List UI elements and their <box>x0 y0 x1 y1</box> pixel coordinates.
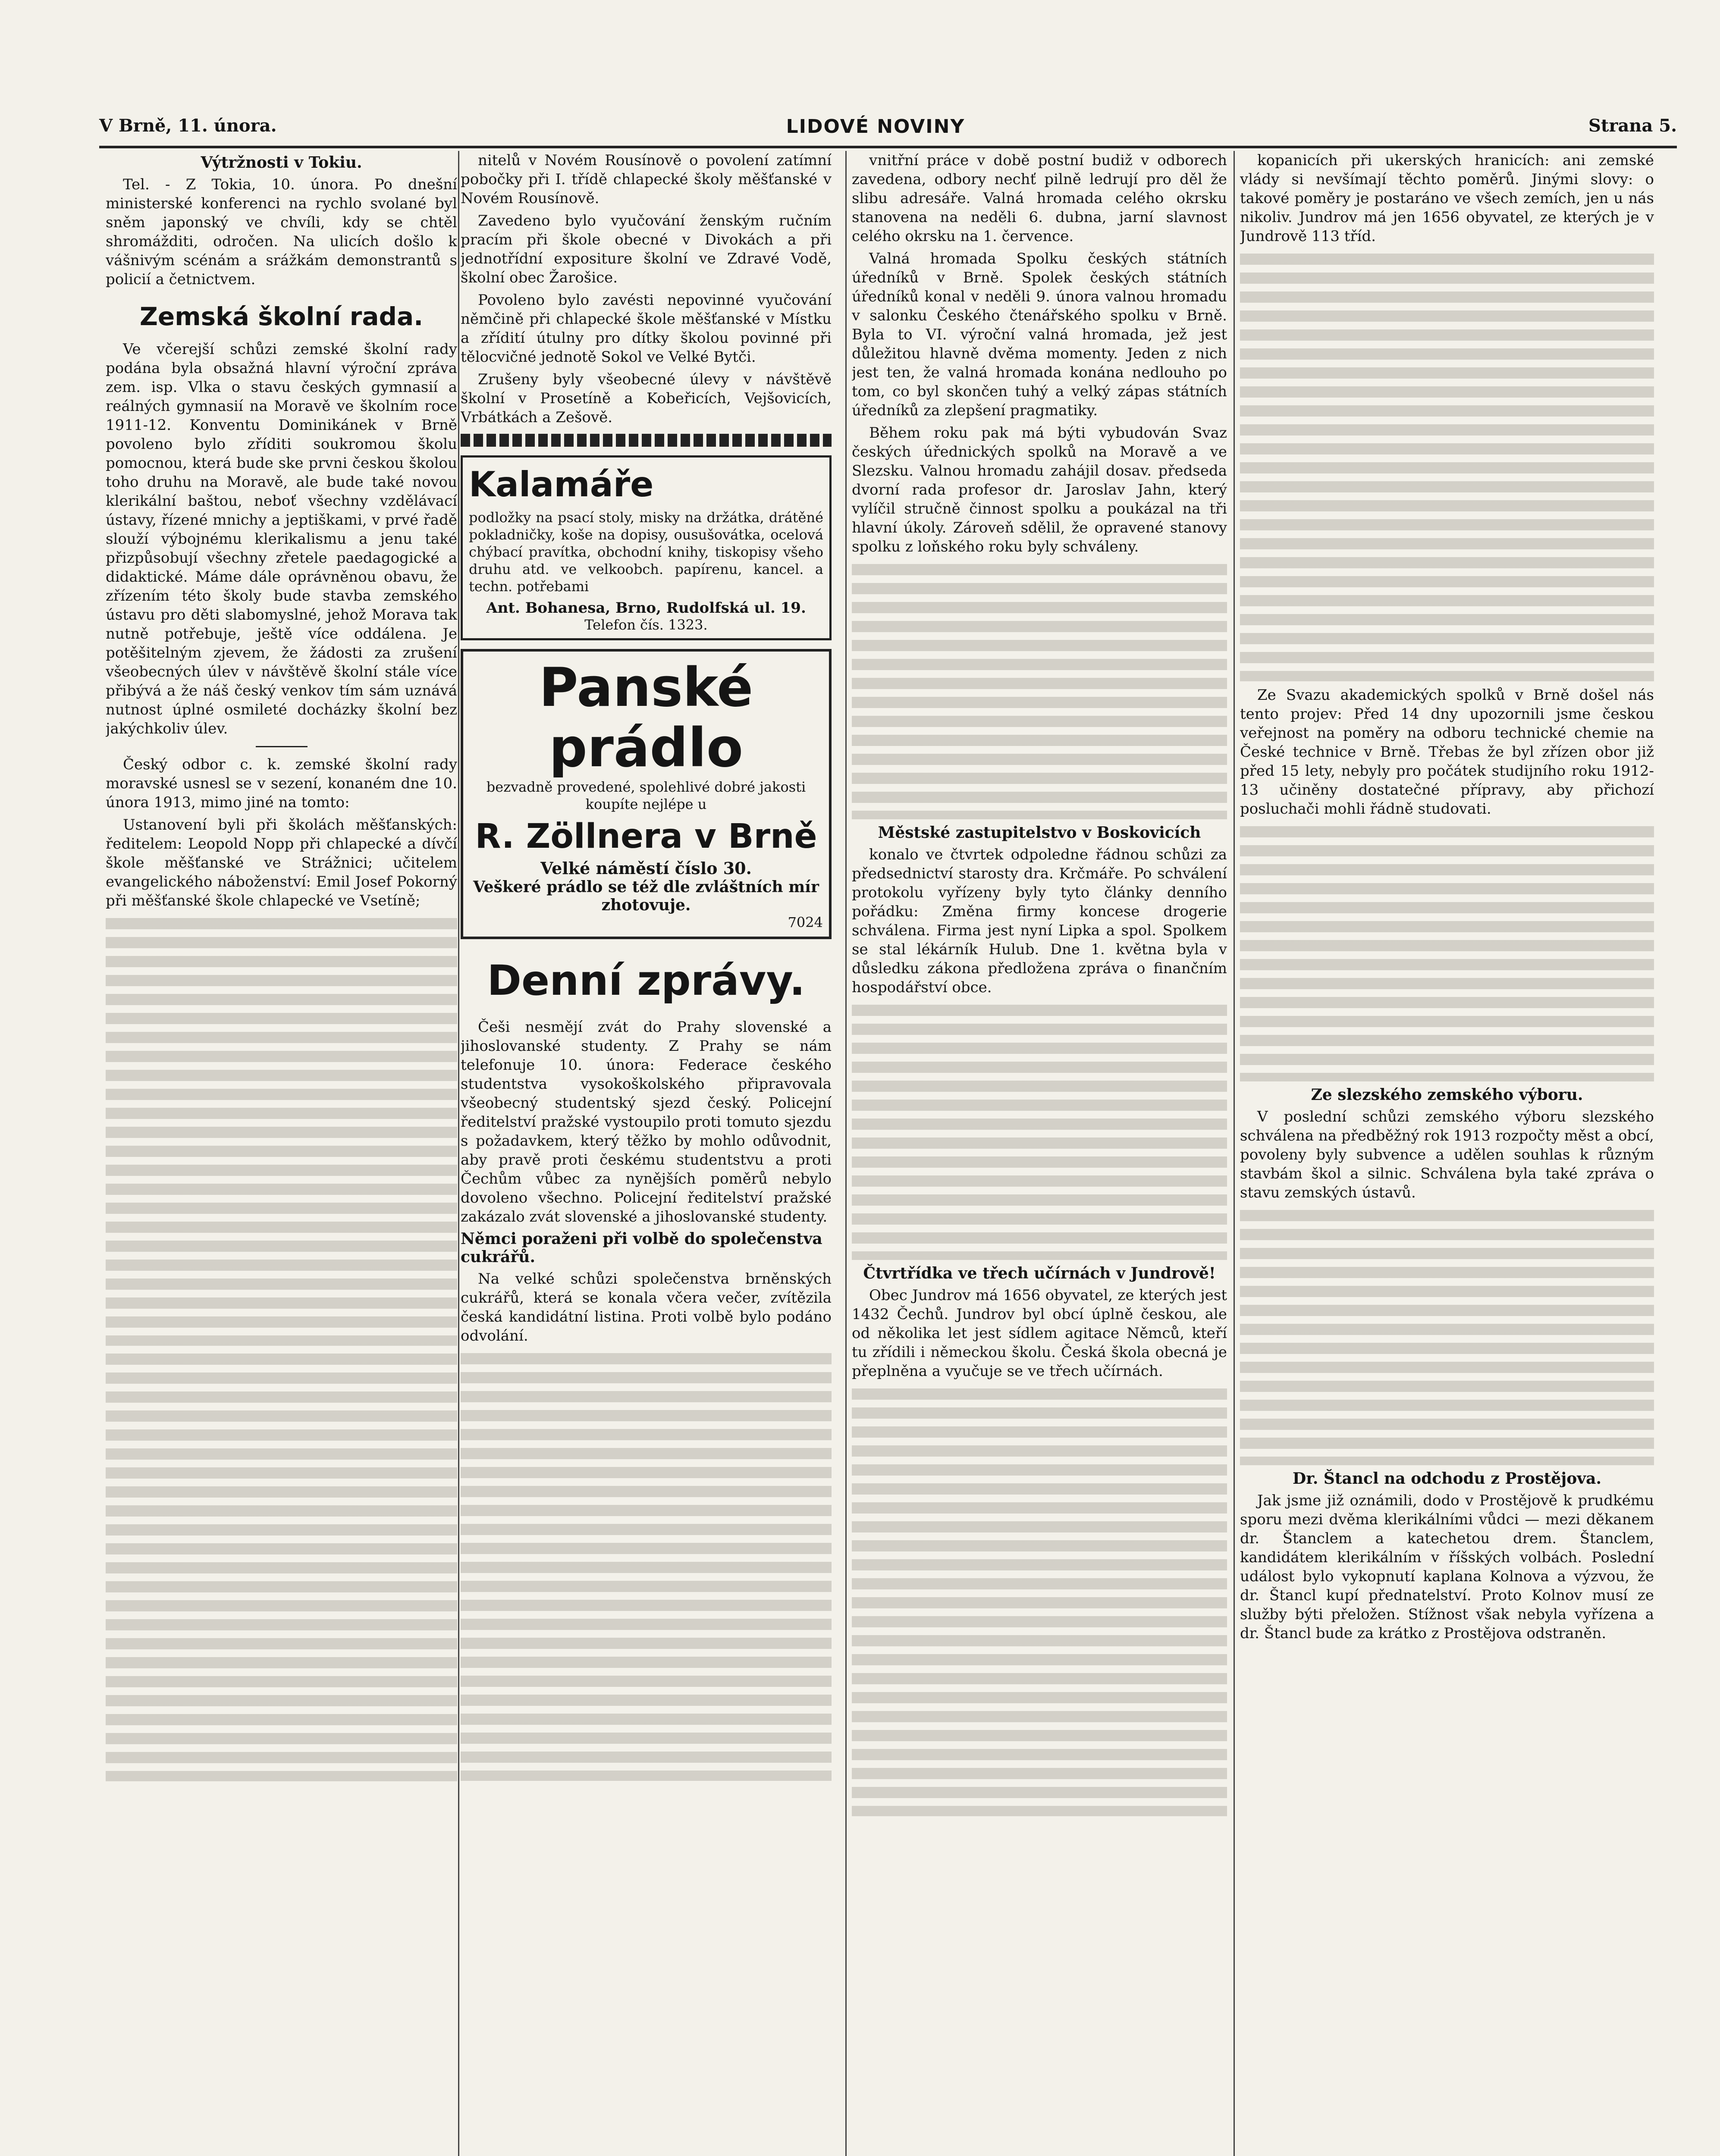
headline-tokio: Výtržnosti v Tokiu. <box>201 154 362 172</box>
ad-pradlo-number: 7024 <box>788 914 823 931</box>
ad-panske-pradlo <box>461 649 832 939</box>
headline-nemci-porazeni: Němci poraženi při volbě do společenstva cukrářů. <box>461 1230 822 1266</box>
article-slezsky-vybor: V poslední schůzi zemského výboru slezského schválena na předběžný rok 1913 rozpočty měst a obcí, povoleny byly subvence a udělen souhlas k různým stavbám škol a silnic. Schválena byla také zpráva o stavu zemských ústavů. <box>1240 1108 1654 1201</box>
article-jundrov: Obec Jundrov má 1656 obyvatel, ze kterých jest 1432 Čechů. Jundrov byl obcí úplně českou, ale od několika let jest sídlem agitace Němců, kteří tu zřídili i německou školu. Česká škola obecná je přeplněna a vyučuje se ve třech učírnách. <box>852 1287 1227 1380</box>
article-zavedeno: Zavedeno bylo vyučování ženským ručním pracím při škole obecné v Divokách a při jednotřídní expositure školní ve Zdravé Vodě, školní obec Žarošice. <box>461 212 832 286</box>
page-number: Strana 5. <box>1588 116 1677 136</box>
column-1 <box>106 151 457 2156</box>
text-block <box>1240 250 1654 681</box>
ad-pradlo-note: Veškeré prádlo se též dle zvláštních mír zhotovuje. <box>473 878 819 914</box>
article-ustanoveni: Ustanovení byli při školách měšťanských: ředitelem: Leopold Nopp při chlapecké a dívčí škole měšťanské ve Strážnici; učitelem evangelického náboženství: Emil Josef Pokorný při měšťanské škole chlapecké ve Vsetíně; <box>106 816 457 909</box>
ad-stripe <box>461 434 832 447</box>
article-kopanice: kopanicích při ukerských hranicích: ani zemské vlády si nevšímají těchto poměrů. Jinými slovy: o takové poměry je postaráno ve všech zemích, jen u nás nikoliv. Jundrov má jen 1656 obyvatel, ze kterých je v Jundrově 113 tříd. <box>1240 152 1654 245</box>
text-block <box>106 1350 457 1781</box>
text-block <box>852 561 1227 819</box>
column-3 <box>852 151 1227 2156</box>
article-stancl: Jak jsme již oznámili, dodo v Prostějově k prudkému sporu mezi dvěma klerikálními vůdci — mezi děkanem dr. Štanclem a katechetou drem. Štanclem, kandidátem klerikálním v říšských volbách. Poslední událost bylo vykopnutí kaplana Kolnova a výzvou, že dr. Štancl kupí přednatelství. Proto Kolnov musí ze služby býti přeložen. Stížnost však nebyla vyřízena a dr. Štancl bude za krátko z Prostějova odstraněn. <box>1240 1492 1654 1642</box>
column-rule <box>845 151 847 2156</box>
text-block <box>1240 823 1654 1081</box>
text-block <box>1240 1206 1654 1465</box>
headline-zemska-skolni-rada: Zemská školní rada. <box>139 302 424 331</box>
headline-slezsky-vybor: Ze slezského zemského výboru. <box>1311 1086 1583 1104</box>
section-denni-zpravy: Denní zprávy. <box>487 956 805 1005</box>
ad-kalamare <box>461 455 832 640</box>
article-svaz-akademickych: Ze Svazu akademických spolků v Brně došel nás tento projev: Před 14 dny upozornili jsme českou veřejnost na poměry na odboru technické chemie na České technice v Brně. Třebas že byl zřízen obor již před 15 lety, nebyly pro počátek studijního roku 1912-13 učiněny dostatečné přípravy, aby přichozí posluchači mohli řádně studovati. <box>1240 686 1654 818</box>
ad-pradlo-body: bezvadně provedené, spolehlivé dobré jakosti koupíte nejlépe u <box>486 779 806 812</box>
text-block <box>106 915 457 1346</box>
article-povoleno: Povoleno bylo zavésti nepovinné vyučování němčině při chlapecké škole měšťanské v Místku a zřídití útulny pro dítky školou povinné při tělocvičné jednotě Sokol ve Velké Bytči. <box>461 291 832 366</box>
separator <box>256 746 308 747</box>
ad-pradlo-title: Panské prádlo <box>539 657 753 779</box>
ad-kalamare-phone: Telefon čís. 1323. <box>584 617 708 633</box>
article-skolni-rada: Ve včerejší schůzi zemské školní rady podána byla obsažná hlavní výroční zpráva zem. isp. Vlka o stavu českých gymnasií a reálných gymnasií na Moravě ve školním roce 1911-12. Konventu Dominikánek v Brně povoleno bylo zříditi soukromou školu pomocnou, která bude ske prvni českou školou toho druhu na Moravě, ale bude také novou klerikální baštou, neboť všechny vzdělávací ústavy, řízené mnichy a jeptiškami, v prvé řadě slouží výbojnému klerikalismu a jenu také přizpůsobují všechny zřetele paedagogické a didaktické. Máme dále oprávněnou obavu, že zřízením této školy bude stavba zemského ústavu pro děti slabomyslné, jehož Morava tak nutně potřebuje, ještě více oddálena. Je potěšitelným zjevem, že žádosti za zrušení všeobecných úlev v návštěvě školní stále více přibývá a že náš český venkov tím sám uznává nutnost úplné osmileté docházky školní bez jakýchkoliv úlev. <box>106 341 457 737</box>
article-cesi-nesmeji: Češi nesmějí zvát do Prahy slovenské a jihoslovanské studenty. Z Prahy se nám telefonuje 10. února: Federace českého studentstva vysokoškolského připravovala všeobecný studentský sjezd český. Policejní ředitelství pražské vystoupilo proti tomuto sjezdu s požadavkem, který těžko by mohlo odůvodnit, aby pravě proti českému studentstvu a proti Čechům vůbec za nynějších poměrů nebylo dovoleno všechno. Policejní ředitelství pražské zakázalo zvát slovenské a jihoslovanské studenty. <box>461 1018 832 1225</box>
article-boskovice: konalo ve čtvrtek odpoledne řádnou schůzi za předsednictví starosty dra. Krčmáře. Po schválení protokolu vyřízeny byly tyto články denního pořádku: Změna firmy koncese drogerie schválena. Firma jest nyní Lipka a spol. Spolkem se stal lékárník Hulub. Dne 1. května byla v důsledku zákona předložena zpráva o finančním hospodářství obce. <box>852 846 1227 996</box>
column-rule <box>1234 151 1235 2156</box>
article-vnitrni-prace: vnitřní práce v době postní budiž v odborech zavedena, odbory nechť pilně ledrují pro děl že slibu adresáře. Valná hromada celého okrsku stanovena na neděli 6. dubna, jarní slavnost celého okrsku na 1. července. <box>852 152 1227 245</box>
header-date: V Brně, 11. února. <box>99 116 277 136</box>
article-cukrari: Na velké schůzi společenstva brněnských cukrářů, která se konala včera večer, zvítězila česká kandidátní listina. Proti volbě bylo podáno odvolání. <box>461 1270 832 1344</box>
headline-jundrov: Čtvrtřídka ve třech učírnách v Jundrově! <box>863 1264 1216 1282</box>
article-zruseny: Zrušeny byly všeobecné úlevy v návštěvě školní v Prosetíně a Kobeřicích, Vejšovicích, Vrbátkách a Zešově. <box>461 371 832 426</box>
article-svaz-uredniku: Během roku pak má býti vybudován Svaz českých úřednických spolků na Moravě a ve Slezsku. Valnou hromadu zahájil dosav. předseda dvorní rada profesor dr. Jaroslav Jahn, který vylíčil stručně činnost spolku a poukázal na tři hlavní úkoly. Zároveň sdělil, že opravené stanovy spolku z loňského roku byly schváleny. <box>852 424 1227 555</box>
ad-kalamare-address: Ant. Bohanesa, Brno, Rudolfská ul. 19. <box>486 599 806 617</box>
headline-stancl: Dr. Štancl na odchodu z Prostějova. <box>1292 1470 1602 1488</box>
column-4 <box>1240 151 1654 2156</box>
masthead-title: LIDOVÉ NOVINY <box>786 116 965 138</box>
ad-kalamare-body: podložky na psací stoly, misky na držátka, drátěné pokladničky, koše na dopisy, ousušovátka, ocelová chýbací pravítka, obchodní knihy, tiskopisy všeho druhu atd. ve velkoobch. papírenu, kancel. a techn. potřebami <box>469 509 823 595</box>
text-block <box>852 1001 1227 1260</box>
article-tokio: Tel. - Z Tokia, 10. února. Po dnešní ministerské konferenci na rychlo svolané byl sněm japonský ve chvíli, kdy se chtěl shromážditi, odročen. Na ulicích došlo k vášnivým scénám a srážkám demonstrantů s policií a četnictvem. <box>106 176 457 288</box>
article-spolek-uredniku: Valná hromada Spolku českých státních úředníků v Brně. Spolek českých státních úředníků konal v neděli 9. února valnou hromadu v salonku Českého čtenářského spolku v Brně. Byla to VI. výroční valná hromada, jež jest důležitou hlavně dvěma momenty. Jeden z nich jest ten, že valná hromada konána nedlouho po tom, co byl skončen tuhý a velký zápas státních úředníků za zlepšení pragmatiky. <box>852 250 1227 419</box>
column-rule <box>458 151 459 2156</box>
page-header <box>99 116 1677 148</box>
headline-boskovice: Městské zastupitelstvo v Boskovicích <box>878 824 1201 842</box>
article-rousinov: nitelů v Novém Rousínově o povolení zatímní pobočky při I. třídě chlapecké školy měšťanské v Novém Rousínově. <box>461 152 832 207</box>
text-block <box>461 1350 832 1781</box>
text-block <box>852 1385 1227 1816</box>
ad-pradlo-address: Velké náměstí číslo 30. <box>540 859 752 878</box>
article-cesky-odbor: Český odbor c. k. zemské školní rady moravské usnesl se v sezení, konaném dne 10. února 1913, mimo jiné na tomto: <box>106 756 457 811</box>
ad-kalamare-title: Kalamáře <box>469 464 654 505</box>
ad-pradlo-brand: R. Zöllnera v Brně <box>475 817 817 856</box>
column-2 <box>461 151 832 2156</box>
